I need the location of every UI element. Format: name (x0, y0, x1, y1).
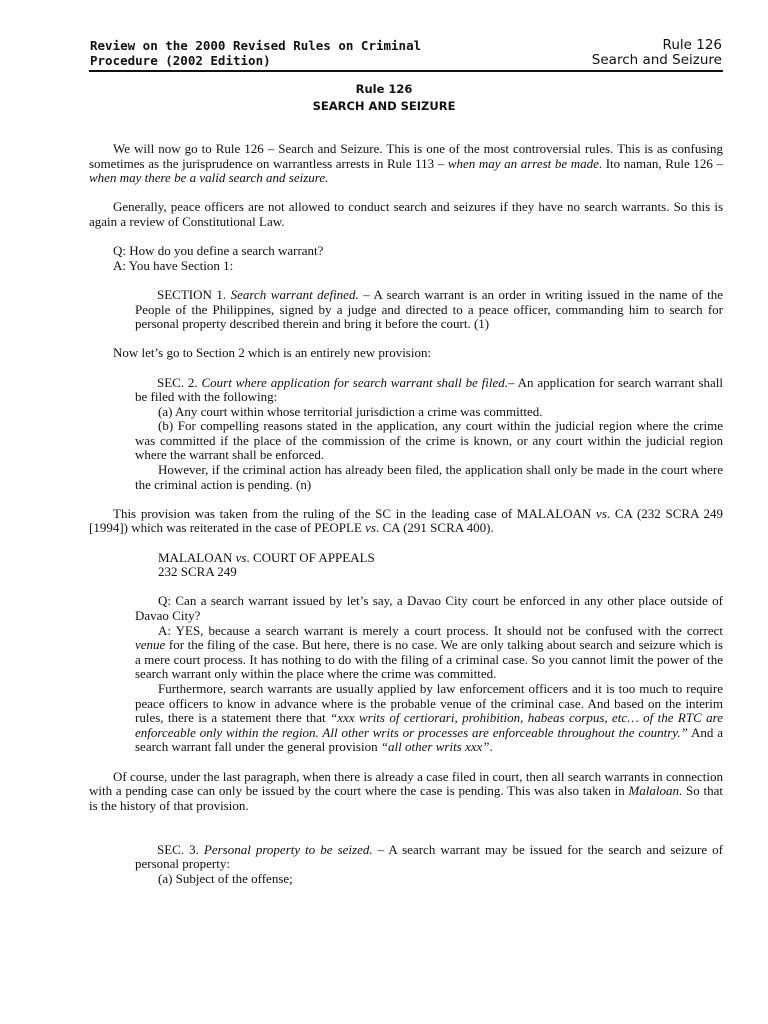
emphasis: when may there be a valid search and seizure. (89, 170, 329, 186)
paragraph (89, 507, 723, 536)
emphasis: Malaloan (628, 783, 680, 799)
paragraph (89, 770, 723, 814)
text: SEC. 2. (157, 374, 202, 390)
header-rule-name: Search and Seizure (591, 52, 722, 68)
emphasis: Personal property to be seized. (203, 841, 373, 857)
emphasis: Search warrant defined. (230, 286, 359, 302)
paragraph: Generally, peace officers are not allowed to conduct search and seizures if they have no search warrants. So this is again a review of Constitutional Law. (89, 199, 723, 229)
rule-subtitle: SEARCH AND SEIZURE (312, 99, 456, 113)
question: Q: How do you define a search warrant? (113, 243, 324, 259)
running-header-left (90, 38, 530, 68)
text: A: YES, because a search warrant is merely a court process. It should not be confused with the correct (158, 622, 723, 638)
provision-item: (a) Subject of the offense; (158, 870, 293, 886)
text: SECTION 1. (157, 286, 231, 302)
emphasis: “xxx writs of certiorari, prohibition, habeas corpus, etc… of the RTC are enforceable only within the region. All other writs or processes are enforceable throughout the country.” (135, 710, 724, 740)
text: SEC. 3. (157, 841, 204, 857)
text: . COURT OF APPEALS (246, 549, 375, 565)
text: – A search warrant may be issued for the search and seizure of personal property: (135, 841, 724, 872)
paragraph (89, 142, 723, 186)
answer: A: You have Section 1: (113, 257, 234, 273)
paragraph: Now let’s go to Section 2 which is an entirely new provision: (113, 345, 432, 361)
case-question: Q: Can a search warrant issued by let’s say, a Davao City court be enforced in any other place outside of Davao City? (135, 593, 723, 623)
header-title-line2: Procedure (2002 Edition) (90, 53, 271, 68)
text: And a search warrant fall under the general provision (135, 724, 723, 755)
document-body (89, 142, 723, 886)
header-divider (89, 70, 723, 72)
rule-title: Rule 126 (355, 82, 413, 96)
emphasis: “all other writs xxx” (380, 739, 490, 755)
text: Of course, under the last paragraph, when there is already a case filed in court, then all search warrants in connection with a pending case can only be issued by the court where the case is pending. This was also taken in (89, 768, 723, 799)
case-citation: 232 SCRA 249 (158, 564, 237, 580)
header-rule-number: Rule 126 (662, 37, 722, 53)
provision-item: (a) Any court within whose territorial jurisdiction a crime was committed. (158, 403, 543, 419)
case-title (158, 551, 723, 566)
text: This provision was taken from the ruling of the SC in the leading case of MALALOAN (113, 505, 597, 521)
text: We will now go to Rule 126 – Search and Seizure. This is one of the most controversial rules. This is as confusing sometimes as the jurisprudence on warrantless arrests in Rule 113 – (89, 141, 723, 171)
provision-proviso: However, if the criminal action has already been filed, the application shall only be made in the court where the criminal action is pending. (n) (135, 462, 723, 492)
provision-item: (b) For compelling reasons stated in the application, any court within the judicial region where the crime was committed if the place of the commission of the crime is known, or any court within the judicial region where the warrant shall be enforced. (135, 418, 723, 463)
text: – An application for search warrant shall be filed with the following: (135, 374, 723, 405)
header-title-line1: Review on the 2000 Revised Rules on Criminal (90, 38, 422, 53)
case-answer (135, 624, 723, 682)
emphasis: vs (365, 520, 377, 536)
emphasis: vs (235, 549, 247, 565)
text: – A search warrant is an order in writing issued in the name of the People of the Philippines, signed by a judge and directed to a peace officer, commanding him to search for personal property described therein and bring it before the court. (1) (135, 286, 724, 332)
text: for the filing of the case. But here, there is no case. We are only talking about search and seizure which is a mere court process. It has nothing to do with the filing of a criminal case. So you cannot limit the power of the search warrant only within the place where the crime was committed. (135, 637, 723, 682)
text: . Ito naman, Rule 126 – (598, 155, 723, 171)
text: MALALOAN (158, 549, 236, 565)
section-3-provision (135, 843, 723, 872)
text: . (489, 739, 493, 755)
case-answer-continued (135, 682, 723, 755)
emphasis: Court where application for search warrant shall be filed. (201, 374, 509, 390)
emphasis: when may an arrest be made (447, 155, 599, 171)
section-1-provision (135, 288, 723, 332)
text: . CA (291 SCRA 400). (376, 520, 494, 536)
text: . CA (232 SCRA 249 [1994]) which was reiterated in the case of PEOPLE (89, 505, 724, 536)
text: Furthermore, search warrants are usually applied by law enforcement officers and it is too much to require peace officers to know in advance where is the probable venue of the criminal case. And based on the interim rules, there is a statement there that (135, 680, 723, 726)
emphasis: venue (135, 637, 166, 653)
running-header-right (592, 38, 722, 68)
emphasis: vs (596, 505, 607, 521)
text: . So that is the history of that provision. (89, 783, 723, 813)
section-2-provision (135, 376, 723, 405)
